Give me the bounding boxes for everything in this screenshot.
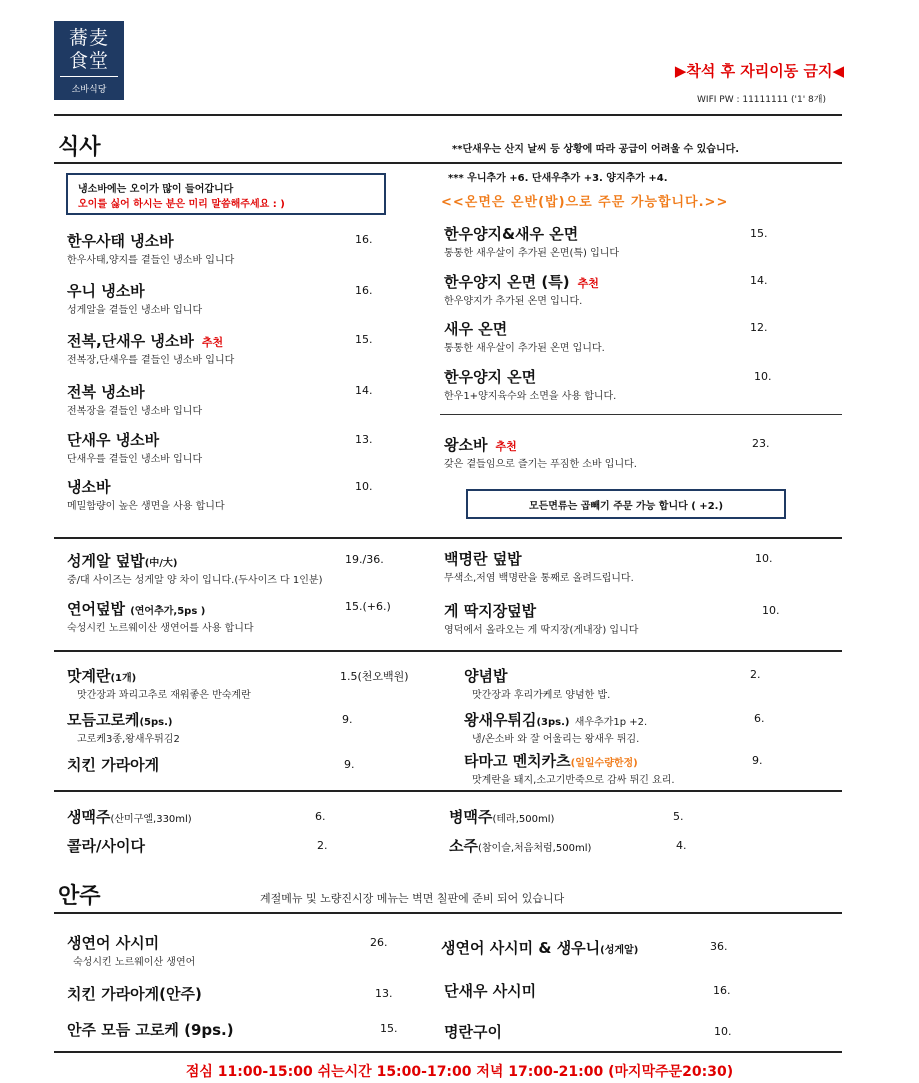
menu-item-price: 13. <box>355 433 373 446</box>
menu-item-price: 2. <box>317 839 328 852</box>
menu-item <box>464 665 610 701</box>
menu-item-name: 백명란 덮밥 <box>444 550 522 568</box>
menu-item-name: 치킨 가라아게(안주) <box>67 985 202 1003</box>
limited-badge: (일일수량한정) <box>570 758 638 769</box>
cucumber-notice-box <box>66 173 386 215</box>
menu-item <box>67 429 202 465</box>
menu-item-qty: (3ps.) <box>536 717 570 728</box>
menu-item-price: 10. <box>754 370 772 383</box>
menu-item-name: 생연어 사시미 & 생우니 <box>441 939 601 957</box>
menu-item-desc: 전복장을 곁들인 냉소바 입니다 <box>67 406 203 417</box>
menu-item-price: 16. <box>355 284 373 297</box>
wifi-password: WIFI PW : 11111111 ('1' 8개) <box>697 95 826 105</box>
cucumber-notice-line2: 오이를 싫어 하시는 분은 미리 말씀해주세요 : ) <box>78 199 285 210</box>
menu-item-desc: 통통한 새우살이 추가된 온면 입니다. <box>444 343 605 354</box>
divider <box>440 414 842 415</box>
menu-item-name: 성게알 덮밥 <box>67 552 145 570</box>
meal-section-title: 식사 <box>58 135 101 160</box>
menu-item-price: 4. <box>676 839 687 852</box>
menu-item <box>67 598 254 634</box>
menu-item <box>67 381 202 417</box>
menu-item-price: 10. <box>762 604 780 617</box>
logo-subtitle: 소바식당 <box>71 85 107 95</box>
menu-item-desc: 숙성시킨 노르웨이산 생연어를 사용 합니다 <box>67 623 254 634</box>
menu-item-price: 23. <box>752 437 770 450</box>
menu-item-name: 한우양지 온면 <box>444 368 537 386</box>
double-portion-note: 모든면류는 곱빼기 주문 가능 합니다 ( +2.) <box>528 501 724 512</box>
menu-item-name: 왕새우튀김 <box>464 711 537 729</box>
menu-item-name: 게 딱지장덮밥 <box>444 602 537 620</box>
menu-item-name: 맛계란 <box>67 667 111 685</box>
menu-item-name: 타마고 멘치카츠 <box>464 752 571 770</box>
seat-notice: ▶착석 후 자리이동 금지◀ <box>674 62 844 80</box>
menu-item-name: 한우양지 온면 (특) <box>444 273 570 291</box>
shrimp-supply-note: **단새우는 산지 날씨 등 상황에 따라 공급이 어려울 수 있습니다. <box>452 144 740 155</box>
menu-item <box>444 366 616 402</box>
menu-item-detail: (테라,500ml) <box>492 814 555 825</box>
cucumber-notice-line1: 냉소바에는 오이가 많이 들어갑니다 <box>78 184 234 195</box>
menu-item-desc: 단새우를 곁들인 냉소바 입니다 <box>67 454 203 465</box>
menu-item <box>67 230 234 266</box>
menu-item-name: 콜라/사이다 <box>67 837 145 855</box>
menu-item <box>449 806 554 827</box>
menu-item-desc: 전복장,단새우를 곁들인 냉소바 입니다 <box>67 355 235 366</box>
recommend-badge: 추천 <box>495 440 517 453</box>
divider <box>54 1051 842 1053</box>
menu-item-desc: 한우양지가 추가된 온면 입니다. <box>444 296 583 307</box>
logo-kanji-line1: 蕎麦 <box>68 27 109 49</box>
menu-item <box>67 280 202 316</box>
menu-item-name: 소주 <box>449 837 478 855</box>
menu-item-qty: (5ps.) <box>139 717 173 728</box>
menu-item-name: 병맥주 <box>449 808 493 826</box>
menu-item <box>67 835 145 856</box>
double-portion-box <box>466 489 786 519</box>
menu-item-name: 양념밥 <box>464 667 508 685</box>
menu-item-name: 전복 냉소바 <box>67 383 145 401</box>
menu-item <box>444 318 605 354</box>
menu-item <box>67 754 159 775</box>
menu-item <box>67 806 192 827</box>
logo <box>54 21 124 100</box>
menu-item-price: 14. <box>355 384 373 397</box>
menu-item-name: 안주 모듬 고로케 (9ps.) <box>67 1021 234 1039</box>
recommend-badge: 추천 <box>201 336 224 349</box>
menu-item <box>444 434 637 470</box>
menu-item-name: 모듬고로케 <box>67 711 140 729</box>
menu-item-desc: 성게알을 곁들인 냉소바 입니다 <box>67 305 203 316</box>
menu-item-price: 26. <box>370 936 388 949</box>
menu-item-price: 13. <box>375 987 393 1000</box>
menu-item-name: 한우사태 냉소바 <box>67 232 174 250</box>
menu-item-name: 냉소바 <box>67 478 111 496</box>
recommend-badge: 추천 <box>577 277 599 290</box>
logo-kanji-line2: 食堂 <box>68 50 109 72</box>
menu-item-detail: (산미구엘,330ml) <box>110 814 192 825</box>
menu-item <box>464 709 647 745</box>
menu-item-name: 치킨 가라아게 <box>67 756 160 774</box>
menu-item <box>67 330 234 366</box>
menu-item-desc: 한우1+양지육수와 소면을 사용 합니다. <box>444 391 617 402</box>
logo-kanji <box>54 27 124 73</box>
menu-item-desc: 맛간장과 꽈리고추로 재워좋은 반숙계란 <box>77 690 251 701</box>
menu-item <box>67 709 180 745</box>
divider <box>54 790 842 792</box>
onmen-rice-note: <<온면은 온반(밥)으로 주문 가능합니다.>> <box>441 195 729 210</box>
menu-item-price: 14. <box>750 274 768 287</box>
menu-item-name: 한우양지&새우 온면 <box>444 225 579 243</box>
divider <box>54 162 842 164</box>
divider <box>54 650 842 652</box>
menu-item-price: 1.5(천오백원) <box>340 670 409 683</box>
anju-section-title: 안주 <box>58 884 101 909</box>
menu-item <box>444 600 638 636</box>
menu-item-price: 16. <box>713 984 731 997</box>
menu-item-name: 단새우 냉소바 <box>67 431 160 449</box>
menu-item-price: 6. <box>315 810 326 823</box>
menu-item <box>441 937 638 958</box>
menu-item <box>67 932 195 968</box>
menu-item-desc: 무색소,저염 백명란을 통째로 올려드립니다. <box>444 573 634 584</box>
logo-divider <box>60 76 118 77</box>
menu-item-desc: 통통한 새우살이 추가된 온면(특) 입니다 <box>444 248 620 259</box>
menu-item-price: 9. <box>344 758 355 771</box>
menu-item-desc: 냉/온소바 와 잘 어울리는 왕새우 튀김. <box>472 734 640 745</box>
menu-item-price: 2. <box>750 668 761 681</box>
menu-item-price: 10. <box>755 552 773 565</box>
menu-item-name: 생맥주 <box>67 808 111 826</box>
menu-item-detail: (성게알) <box>600 945 639 956</box>
menu-item-price: 36. <box>710 940 728 953</box>
menu-item-desc: 영덕에서 올라오는 게 딱지장(게내장) 입니다 <box>444 625 639 636</box>
menu-item-price: 9. <box>752 754 763 767</box>
menu-item-price: 15. <box>355 333 373 346</box>
menu-item-name: 전복,단새우 냉소바 <box>67 332 194 350</box>
menu-item-desc: 중/대 사이즈는 성게알 양 차이 입니다.(두사이즈 다 1인분) <box>67 575 323 586</box>
menu-item-size: (中/大) <box>144 558 178 569</box>
menu-item-name: 우니 냉소바 <box>67 282 145 300</box>
menu-item-name: 생연어 사시미 <box>67 934 160 952</box>
menu-item-price: 6. <box>754 712 765 725</box>
menu-item-price: 9. <box>342 713 353 726</box>
menu-item-desc: 메밀함량이 높은 생면을 사용 합니다 <box>67 501 225 512</box>
menu-item-price: 15. <box>750 227 768 240</box>
menu-item <box>67 665 251 701</box>
menu-item-name: 명란구이 <box>444 1023 502 1041</box>
menu-item-size: (연어추가,5ps ) <box>130 606 206 617</box>
menu-item-desc: 한우사태,양지를 곁들인 냉소바 입니다 <box>67 255 235 266</box>
menu-item-desc: 숙성시킨 노르웨이산 생연어 <box>73 957 196 968</box>
divider <box>54 537 842 539</box>
menu-item-price: 10. <box>355 480 373 493</box>
menu-item <box>444 223 619 259</box>
menu-item-price: 19./36. <box>345 553 384 566</box>
menu-item-desc: 맛계란을 돼지,소고기반죽으로 감싸 튀긴 요리. <box>472 775 675 786</box>
menu-item <box>444 271 599 307</box>
menu-item <box>449 835 591 856</box>
menu-item-price: 15.(+6.) <box>345 600 391 613</box>
menu-item-price: 12. <box>750 321 768 334</box>
seasonal-menu-note: 계절메뉴 및 노량진시장 메뉴는 벽면 칠판에 준비 되어 있습니다 <box>260 892 565 905</box>
menu-item <box>464 750 675 786</box>
menu-item-desc: 맛간장과 후리가케로 양념한 밥. <box>472 690 611 701</box>
menu-item-qty: (1개) <box>110 673 137 684</box>
menu-item-extra: 새우추가1p +2. <box>574 717 648 728</box>
divider <box>54 114 842 116</box>
menu-item <box>444 548 634 584</box>
menu-item-name: 단새우 사시미 <box>444 982 537 1000</box>
menu-item <box>67 550 322 586</box>
menu-item-price: 10. <box>714 1025 732 1038</box>
menu-item-name: 연어덮밥 <box>67 600 125 618</box>
menu-item-desc: 갖은 곁들임으로 즐기는 푸짐한 소바 입니다. <box>444 459 637 470</box>
menu-item-desc: 고로케3종,왕새우튀김2 <box>77 734 180 745</box>
menu-item-price: 5. <box>673 810 684 823</box>
menu-item-detail: (참이슬,처음처럼,500ml) <box>477 843 592 854</box>
divider <box>54 912 842 914</box>
business-hours: 점심 11:00-15:00 쉬는시간 15:00-17:00 저녁 17:00-21:00 (마지막주문20:30) <box>185 1064 734 1080</box>
menu-item-name: 왕소바 <box>444 436 488 454</box>
menu-item-name: 새우 온면 <box>444 320 508 338</box>
menu-item-price: 16. <box>355 233 373 246</box>
menu-item-price: 15. <box>380 1022 398 1035</box>
addon-note: *** 우니추가 +6. 단새우추가 +3. 양지추가 +4. <box>448 173 668 184</box>
menu-item <box>67 476 225 512</box>
